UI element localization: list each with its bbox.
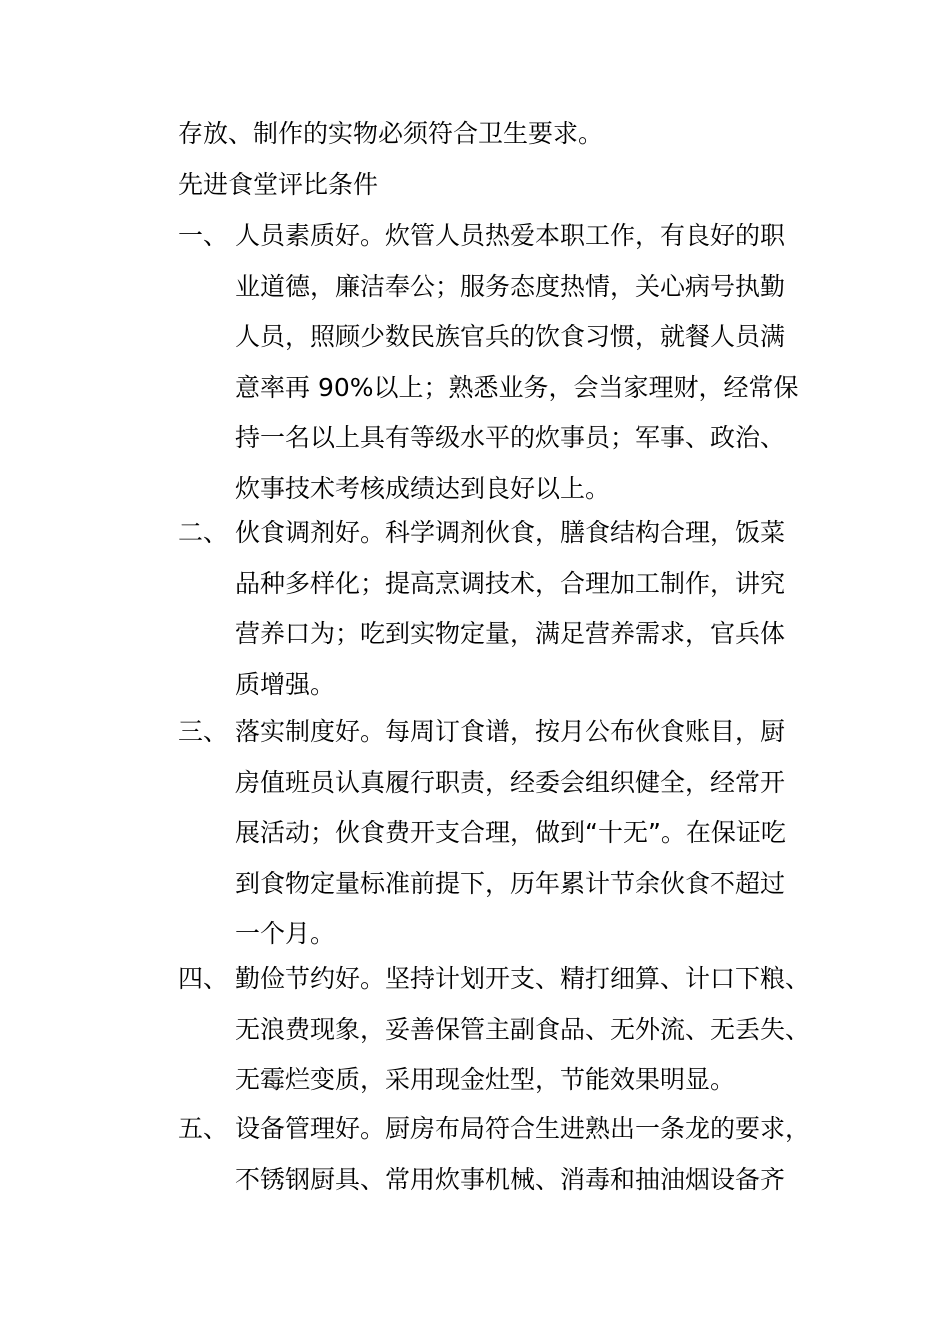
item-line: 到食物定量标准前提下，历年累计节余伙食不超过	[235, 868, 786, 898]
item-line: 伙食调剂好。科学调剂伙食，膳食结构合理，饭菜	[235, 518, 786, 547]
item-line: 不锈钢厨具、常用炊事机械、消毒和抽油烟设备齐	[235, 1164, 786, 1194]
item-line: 持一名以上具有等级水平的炊事员；军事、政治、	[235, 423, 786, 452]
item-line: 无浪费现象，妥善保管主副食品、无外流、无丢失、	[235, 1014, 811, 1044]
item-line: 无霉烂变质，采用现金灶型，节能效果明显。	[235, 1065, 736, 1094]
item-line: 业道德，廉洁奉公；服务态度热情，关心病号执勤	[235, 271, 786, 301]
item-text	[235, 508, 825, 710]
item-line: 质增强。	[235, 669, 336, 699]
item-text	[235, 707, 825, 960]
item-text	[235, 211, 825, 514]
item-line: 人员素质好。炊管人员热爱本职工作，有良好的职	[235, 221, 786, 250]
section-title: 先进食堂评比条件	[178, 170, 379, 199]
item-line: 人员，照顾少数民族官兵的饮食习惯，就餐人员满	[235, 322, 786, 351]
intro-line: 存放、制作的实物必须符合卫生要求。	[178, 119, 604, 148]
item-line: 展活动；伙食费开支合理，做到“十无”。在保证吃	[235, 818, 786, 847]
item-number: 四、	[178, 964, 229, 993]
item-line: 品种多样化；提高烹调技术，合理加工制作，讲究	[235, 568, 786, 598]
item-number: 三、	[178, 717, 229, 746]
item-line: 房值班员认真履行职责，经委会组织健全，经常开	[235, 767, 786, 797]
item-line: 营养口为；吃到实物定量，满足营养需求，官兵体	[235, 619, 786, 648]
item-text	[235, 1104, 825, 1205]
item-number: 五、	[178, 1114, 229, 1143]
item-line: 勤俭节约好。坚持计划开支、精打细算、计口下粮、	[235, 964, 811, 993]
item-line: 意率再 90%以上；熟悉业务，会当家理财，经常保	[235, 372, 799, 402]
item-text	[235, 954, 825, 1106]
item-line: 设备管理好。厨房布局符合生进熟出一条龙的要求，	[235, 1114, 811, 1143]
item-number: 一、	[178, 221, 229, 250]
item-line: 炊事技术考核成绩达到良好以上。	[235, 473, 611, 503]
item-line: 落实制度好。每周订食谱，按月公布伙食账目，厨	[235, 717, 786, 746]
item-line: 一个月。	[235, 919, 336, 948]
item-number: 二、	[178, 518, 229, 547]
